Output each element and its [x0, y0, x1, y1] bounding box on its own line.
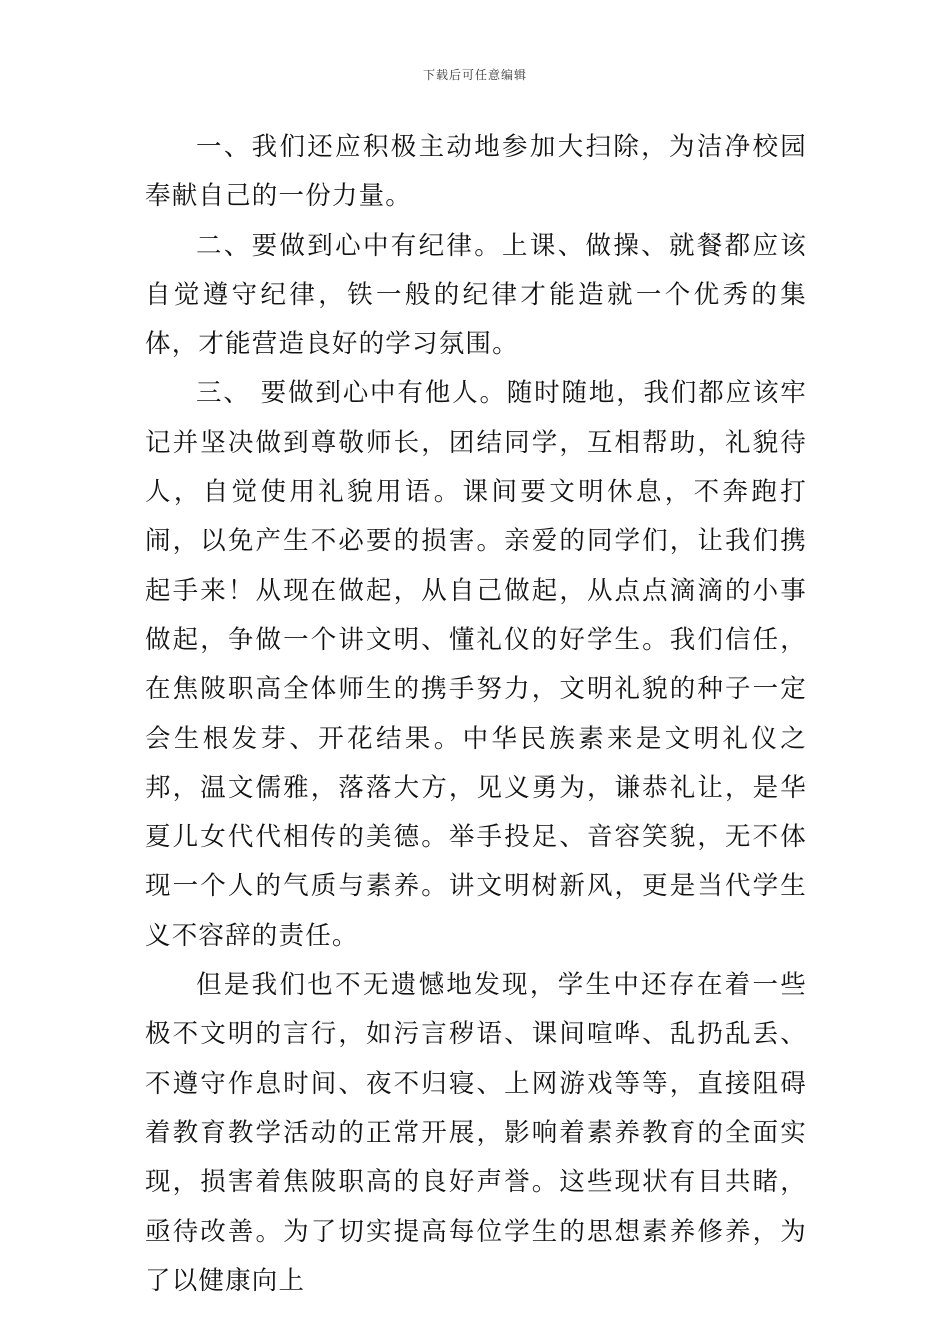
- paragraph-4: 但是我们也不无遗憾地发现，学生中还存在着一些极不文明的言行，如污言秽语、课间喧哗、乱扔乱丢、不遵守作息时间、夜不归寝、上网游戏等等，直接阻碍着教育教学活动的正常开展，影响着素养教育的全面实现，损害着焦陂职高的良好声誉。这些现状有目共睹，亟待改善。为了切实提高每位学生的思想素养修养，为了以健康向上: [145, 970, 807, 1296]
- document-body: [145, 123, 807, 1306]
- paragraph-1: 一、我们还应积极主动地参加大扫除，为洁净校园奉献自己的一份力量。: [145, 132, 807, 212]
- header-note: 下载后可任意编辑: [422, 68, 527, 82]
- paragraph-2: 二、要做到心中有纪律。上课、做操、就餐都应该自觉遵守纪律，铁一般的纪律才能造就一个优秀的集体，才能营造良好的学习氛围。: [145, 230, 807, 360]
- paragraph-3: 三、 要做到心中有他人。随时随地，我们都应该牢记并坚决做到尊敬师长，团结同学，互相帮助，礼貌待人，自觉使用礼貌用语。课间要文明休息，不奔跑打闹，以免产生不必要的损害。亲爱的同学们，让我们携起手来！从现在做起，从自己做起，从点点滴滴的小事做起，争做一个讲文明、懂礼仪的好学生。我们信任，在焦陂职高全体师生的携手努力，文明礼貌的种子一定会生根发芽、开花结果。中华民族素来是文明礼仪之邦，温文儒雅，落落大方，见义勇为，谦恭礼让，是华夏儿女代代相传的美德。举手投足、音容笑貌，无不体现一个人的气质与素养。讲文明树新风，更是当代学生义不容辞的责任。: [145, 378, 807, 951]
